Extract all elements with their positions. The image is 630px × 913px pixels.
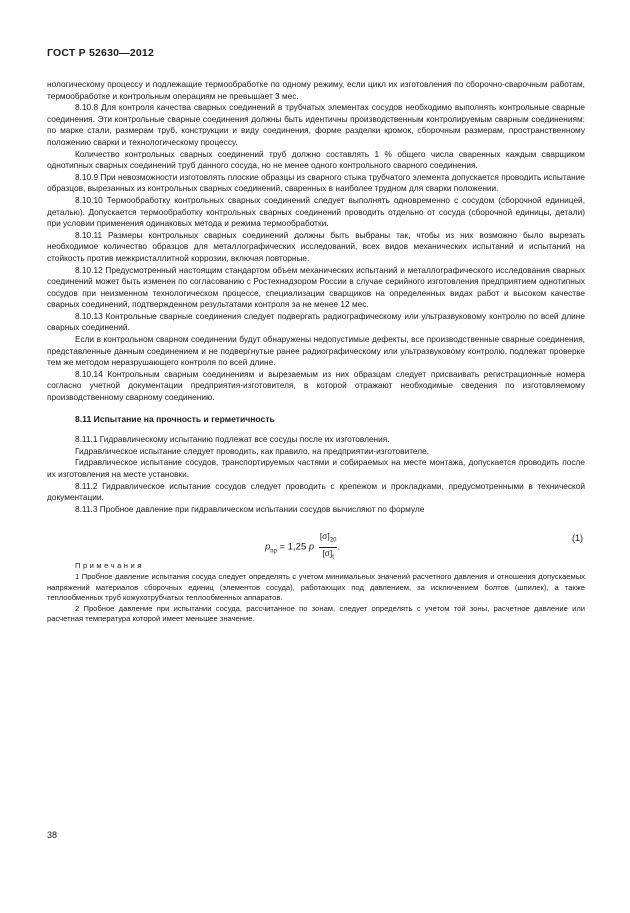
formula-tail: . [337, 542, 341, 554]
note-item: 1 Пробное давление испытания сосуда следует определять с учетом минимальных значений расчетного давления и отношения допускаемых напряжений материалов сборочных единиц (элементов сосуда), работающих под давлением, за исключением болтов (шпилек), а также теплообменных труб кожухотрубчатых теплообменных аппаратов. [47, 571, 585, 603]
formula-lhs-sub: пр [270, 548, 277, 555]
paragraph: Гидравлическое испытание сосудов, транспортируемых частями и собираемых на месте монтажа, допускается проводить после их изготовления на месте установки. [47, 457, 585, 479]
paragraph: 8.10.8 Для контроля качества сварных соединений в трубчатых элементах сосудов необходимо выполнять контрольные сварные соединения. Эти контрольные сварные соединения должны быть идентичны производственным контролируемым сварным соединениям: по марке стали, размерам труб, конструкции и виду соединения, форме разделки кромок, сборочным размерам, пространственному положению сварки и технологическому процессу. [47, 102, 585, 147]
paragraph: Если в контрольном сварном соединении будут обнаружены недопустимые дефекты, все производственные сварные соединения, представленные данным соединением и не подвергнутые ранее радиографическому или ультразвуковому контролю, подлежат проверке тем же методом неразрушающего контроля по всей длине. [47, 334, 585, 368]
formula-denominator: $[\sigma]_t$ [322, 548, 334, 561]
paragraph: 8.10.12 Предусмотренный настоящим стандартом объем механических испытаний и металлографического исследования сварных соединений может быть изменен по согласованию с Ростехнадзором России в случае серийного изготовления предприятием однотипных сосудов при неизменном технологическом процессе, специализации сварщиков на определенных видах работ и высоком качестве сварных соединений, подтвержденном результатами контроля за не менее 12 мес. [47, 264, 585, 310]
note-item: 2 Пробное давление при испытании сосуда, рассчитанное по зонам, следует определять с учетом той зоны, расчетное давление или расчетная температура которой имеет меньшее значение. [47, 603, 585, 624]
formula-numerator: $[\sigma]_{20}$ [319, 531, 338, 548]
paragraph: 8.10.14 Контрольным сварным соединениям и вырезаемым из них образцам следует присваивать регистрационные номера согласно учетной документации предприятия-изготовителя, в которой отражают необходимые сведения по изготовляемому производственному сварному соединению. [47, 368, 585, 403]
formula-var: p [308, 542, 315, 554]
paragraph: Гидравлическое испытание следует проводить, как правило, на предприятии-изготовителе. [75, 445, 430, 456]
formula-block [47, 523, 585, 561]
paragraph: Количество контрольных сварных соединений труб должно составлять 1 % общего числа сваренных каждым сварщиком однотипных сварных соединений труб данного сосуда, но не менее одного контрольного сварного соединения. [47, 148, 585, 171]
paragraph: 8.10.13 Контрольные сварные соединения следует подвергать радиографическому или ультразвуковому контролю по всей длине сварных соединений. [47, 310, 585, 333]
formula-lhs: p [265, 542, 271, 554]
page-number: 38 [47, 830, 58, 840]
document-body [47, 79, 585, 625]
paragraph: нологическому процессу и подлежащие термообработке по одному режиму, если цикл их изготовления по сборочно-сварочным работам, термообработке и контрольным операциям не превышает 3 мес. [47, 79, 585, 101]
notes-title: Примечания [75, 561, 144, 571]
document-header: ГОСТ Р 52630—2012 [47, 47, 155, 59]
paragraph: 8.11.3 Пробное давление при гидравлическом испытании сосудов вычисляют по формуле [75, 503, 425, 514]
formula-equals: = [279, 542, 286, 554]
formula-coef: 1,25 [287, 542, 307, 554]
section-title: 8.11 Испытание на прочность и герметичность [75, 413, 275, 424]
notes-block [47, 561, 585, 625]
formula-fraction [319, 531, 341, 563]
paragraph: 8.11.2 Гидравлическое испытание сосудов следует проводить с крепежом и прокладками, предусмотренными в технической документации. [47, 480, 585, 503]
formula [265, 531, 340, 563]
paragraph: 8.10.11 Размеры контрольных сварных соединений должны быть выбраны так, чтобы из них возможно было вырезать необходимое количество образцов для металлографических исследований, всех видов механических испытаний и испытаний на стойкость против межкристаллитной коррозии, включая повторные. [47, 229, 585, 263]
paragraph: 8.10.10 Термообработку контрольных сварных соединений следует выполнять одновременно с сосудом (сборочной единицей, деталью). Допускается термообработку контрольных сварных соединений проводить отдельно от сосуда (сборочной единицы, детали) при условии применения одинаковых метода и режима термообработки. [47, 194, 585, 229]
paragraph: 8.11.1 Гидравлическому испытанию подлежат все сосуды после их изготовления. [75, 434, 390, 445]
paragraph: 8.10.9 При невозможности изготовлять плоские образцы из сварного стыка трубчатого элемента допускается проводить испытание образцов, вырезанных из контрольных сварных соединений, сваренных в наиболее трудном для сварки положении. [47, 171, 585, 194]
formula-number: (1) [572, 533, 583, 544]
